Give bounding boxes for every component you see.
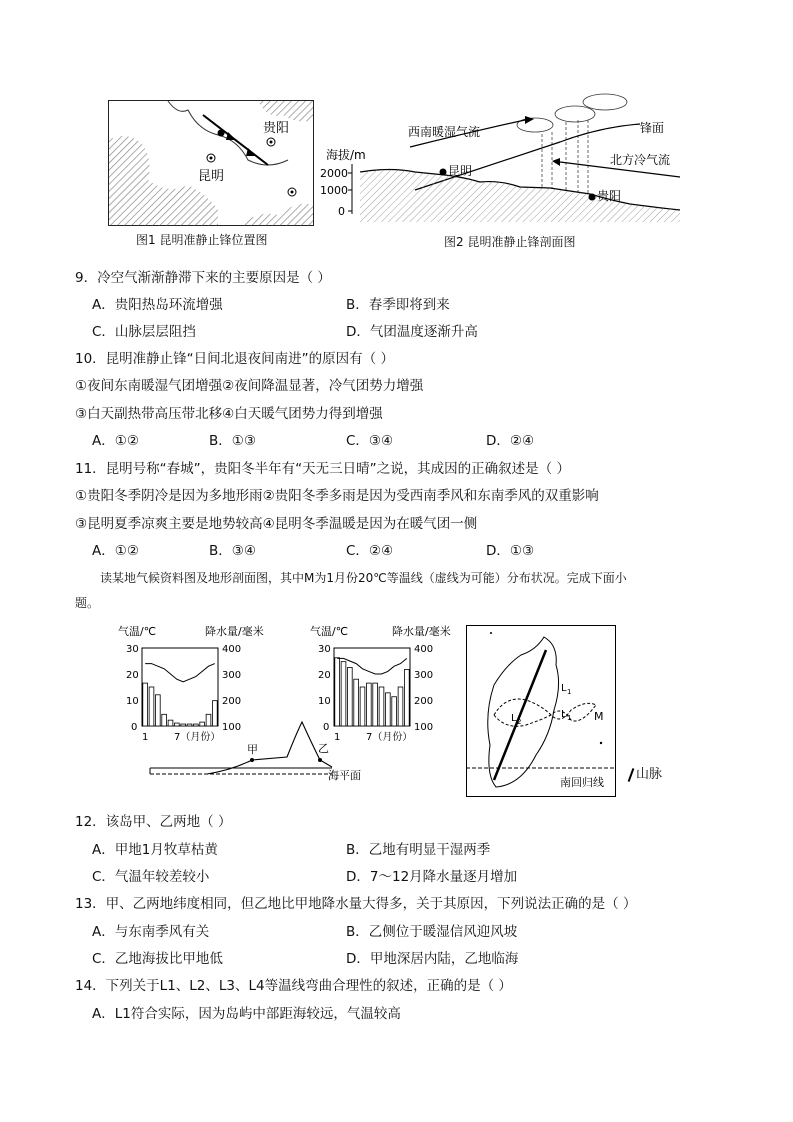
c2-x1: 1 bbox=[334, 732, 341, 743]
map-l2: L bbox=[511, 713, 517, 724]
chart2-precip-bar-12 bbox=[404, 669, 409, 726]
q9-option-d[interactable]: D．气团温度逐渐升高 bbox=[346, 324, 478, 340]
chart1-precip-bar-3 bbox=[155, 695, 160, 726]
climate-svg bbox=[112, 622, 462, 792]
chart2-precip-bar-8 bbox=[379, 687, 384, 726]
chart2-precip-bar-7 bbox=[373, 683, 378, 726]
q14-option-a[interactable]: A．L1符合实际，因为岛屿中部距海较远，气温较高 bbox=[92, 1006, 401, 1022]
yi-label: 乙 bbox=[318, 742, 329, 755]
c1-x1: 1 bbox=[142, 732, 149, 743]
fig2-tick-0: 0 bbox=[338, 205, 345, 218]
c2-p100: 100 bbox=[414, 722, 434, 733]
fig1-map bbox=[108, 100, 314, 226]
chart2-precip-bar-9 bbox=[385, 693, 390, 726]
fig2-sw-label: 西南暖湿气流 bbox=[408, 125, 481, 139]
map-m-label: M bbox=[594, 710, 604, 723]
svg-text:1: 1 bbox=[567, 714, 572, 722]
q12-option-b[interactable]: B．乙地有明显干湿两季 bbox=[346, 842, 491, 858]
mountain-legend bbox=[630, 763, 662, 782]
c2-precip-label: 降水量/毫米 bbox=[392, 625, 451, 638]
q10-option-d[interactable]: D．②④ bbox=[486, 433, 535, 449]
c2-p300: 300 bbox=[414, 670, 434, 681]
svg-text:2: 2 bbox=[517, 718, 522, 726]
c1-p300: 300 bbox=[222, 670, 242, 681]
q10-stem: 10．昆明准静止锋“日间北退夜间南进”的原因有（ ） bbox=[75, 351, 394, 367]
chart2-precip-bar-4 bbox=[354, 679, 359, 726]
q10-line1: ①夜间东南暖湿气团增强②夜间降温显著，冷气团势力增强 bbox=[75, 378, 424, 394]
c1-p200: 200 bbox=[222, 696, 242, 707]
q10-option-a[interactable]: A．①② bbox=[92, 433, 139, 449]
q9-option-a[interactable]: A．贵阳热岛环流增强 bbox=[92, 297, 223, 313]
sea-label: 海平面 bbox=[328, 769, 361, 782]
q13-option-a[interactable]: A．与东南季风有关 bbox=[92, 924, 210, 940]
q13-option-b[interactable]: B．乙侧位于暖湿信风迎风坡 bbox=[346, 924, 518, 940]
fig1-map-svg bbox=[108, 100, 314, 226]
q9-option-c[interactable]: C．山脉层层阻挡 bbox=[92, 324, 196, 340]
chart1-precip-bar-2 bbox=[149, 687, 154, 726]
c2-p400: 400 bbox=[414, 644, 434, 655]
q11-option-a[interactable]: A．①② bbox=[92, 543, 139, 559]
map-l1-top: L bbox=[561, 683, 567, 694]
c1-p400: 400 bbox=[222, 644, 242, 655]
c1-precip-label: 降水量/毫米 bbox=[205, 625, 264, 638]
q12-option-a[interactable]: A．甲地1月牧草枯黄 bbox=[92, 842, 218, 858]
c1-t10: 10 bbox=[126, 696, 139, 707]
mountain-legend-label: 山脉 bbox=[636, 767, 663, 782]
fig2-north-label: 北方冷气流 bbox=[610, 153, 671, 167]
chart2-precip-bar-5 bbox=[360, 687, 365, 726]
fig2-tick-1000: 1000 bbox=[320, 184, 348, 197]
c1-t30: 30 bbox=[126, 644, 139, 655]
c2-t10: 10 bbox=[318, 696, 331, 707]
q11-option-d[interactable]: D．①③ bbox=[486, 543, 535, 559]
q9-stem: 9．冷空气渐渐静滞下来的主要原因是（ ） bbox=[75, 270, 331, 286]
chart1-precip-bar-12 bbox=[212, 701, 217, 726]
q11-option-b[interactable]: B．③④ bbox=[209, 543, 256, 559]
chart1-precip-bar-1 bbox=[143, 683, 148, 726]
jia-label: 甲 bbox=[247, 743, 258, 756]
c2-t0: 0 bbox=[323, 722, 330, 733]
q14-stem: 14．下列关于L1、L2、L3、L4等温线弯曲合理性的叙述，正确的是（ ） bbox=[75, 978, 512, 994]
chart2-precip-bar-11 bbox=[398, 687, 403, 726]
island-map bbox=[466, 625, 616, 797]
fig2-profile-svg bbox=[320, 92, 690, 228]
c1-t20: 20 bbox=[126, 670, 139, 681]
chart1-precip-bar-9 bbox=[193, 724, 198, 726]
c1-temp-label: 气温/℃ bbox=[118, 625, 157, 638]
c2-p200: 200 bbox=[414, 696, 434, 707]
chart2-precip-bar-1 bbox=[335, 658, 340, 726]
q11-line2: ③昆明夏季凉爽主要是地势较高④昆明冬季温暖是因为在暖气团一侧 bbox=[75, 516, 478, 532]
chart2-precip-bar-10 bbox=[392, 697, 397, 726]
fig1-kunming-label: 昆明 bbox=[198, 169, 225, 184]
svg-text:1: 1 bbox=[567, 688, 572, 696]
chart1-precip-bar-10 bbox=[200, 722, 205, 726]
q12-stem: 12．该岛甲、乙两地（ ） bbox=[75, 814, 232, 830]
chart1-precip-bar-4 bbox=[162, 714, 167, 726]
c1-p100: 100 bbox=[222, 722, 242, 733]
chart2-precip-bar-2 bbox=[341, 662, 346, 726]
q13-option-d[interactable]: D．甲地深居内陆，乙地临海 bbox=[346, 951, 519, 967]
chart2-precip-bar-3 bbox=[347, 668, 352, 727]
fig2-front-label: 锋面 bbox=[640, 121, 665, 135]
chart1-precip-bar-7 bbox=[181, 724, 186, 726]
chart1-precip-bar-11 bbox=[206, 714, 211, 726]
fig2-tick-2000: 2000 bbox=[320, 167, 348, 180]
map-l1-bottom: L bbox=[561, 709, 567, 720]
c2-temp-label: 气温/℃ bbox=[310, 625, 349, 638]
chart1-precip-bar-8 bbox=[187, 724, 192, 726]
q10-option-c[interactable]: C．③④ bbox=[346, 433, 394, 449]
q11-stem: 11．昆明号称“春城”，贵阳冬半年有“天无三日晴”之说，其成因的正确叙述是（ ） bbox=[75, 461, 570, 477]
q9-option-b[interactable]: B．春季即将到来 bbox=[346, 297, 450, 313]
mountain-legend-icon bbox=[628, 768, 635, 782]
intro-line2: 题。 bbox=[75, 596, 100, 610]
fig1-guiyang-label: 贵阳 bbox=[263, 121, 290, 136]
c2-t30: 30 bbox=[318, 644, 331, 655]
q12-option-d[interactable]: D．7～12月降水量逐月增加 bbox=[346, 869, 518, 885]
chart2-precip-bar-6 bbox=[366, 683, 371, 726]
q10-option-b[interactable]: B．①③ bbox=[209, 433, 256, 449]
fig2-alt-label: 海拔/m bbox=[326, 148, 366, 162]
q11-option-c[interactable]: C．②④ bbox=[346, 543, 394, 559]
map-tropic-label: 南回归线 bbox=[560, 776, 604, 789]
fig2-kunming-label: 昆明 bbox=[448, 164, 473, 178]
q13-stem: 13．甲、乙两地纬度相同，但乙地比甲地降水量大得多，关于其原因，下列说法正确的是（ ） bbox=[75, 896, 637, 912]
fig2-profile bbox=[320, 92, 690, 228]
c1-t0: 0 bbox=[131, 722, 138, 733]
chart1-temp-line bbox=[145, 664, 215, 682]
c2-t20: 20 bbox=[318, 670, 331, 681]
chart1-precip-bar-6 bbox=[174, 723, 179, 726]
fig1-caption: 图1 昆明准静止锋位置图 bbox=[136, 233, 268, 247]
c1-x7: 7（月份） bbox=[174, 732, 221, 743]
island-map-svg bbox=[466, 625, 616, 797]
q10-line2: ③白天副热带高压带北移④白天暖气团势力得到增强 bbox=[75, 406, 383, 422]
q12-option-c[interactable]: C．气温年较差较小 bbox=[92, 869, 210, 885]
intro-line1: 读某地气候资料图及地形剖面图，其中M为1月份20℃等温线（虚线为可能）分布状况。完成下面小 bbox=[100, 571, 627, 585]
c2-x7: 7（月份） bbox=[366, 732, 413, 743]
q11-line1: ①贵阳冬季阴冷是因为多地形雨②贵阳冬季多雨是因为受西南季风和东南季风的双重影响 bbox=[75, 488, 599, 504]
chart1-precip-bar-5 bbox=[168, 720, 173, 726]
q13-option-c[interactable]: C．乙地海拔比甲地低 bbox=[92, 951, 223, 967]
fig2-guiyang-label: 贵阳 bbox=[597, 189, 622, 203]
climate-figure bbox=[112, 622, 462, 792]
fig2-caption: 图2 昆明准静止锋剖面图 bbox=[444, 235, 576, 249]
